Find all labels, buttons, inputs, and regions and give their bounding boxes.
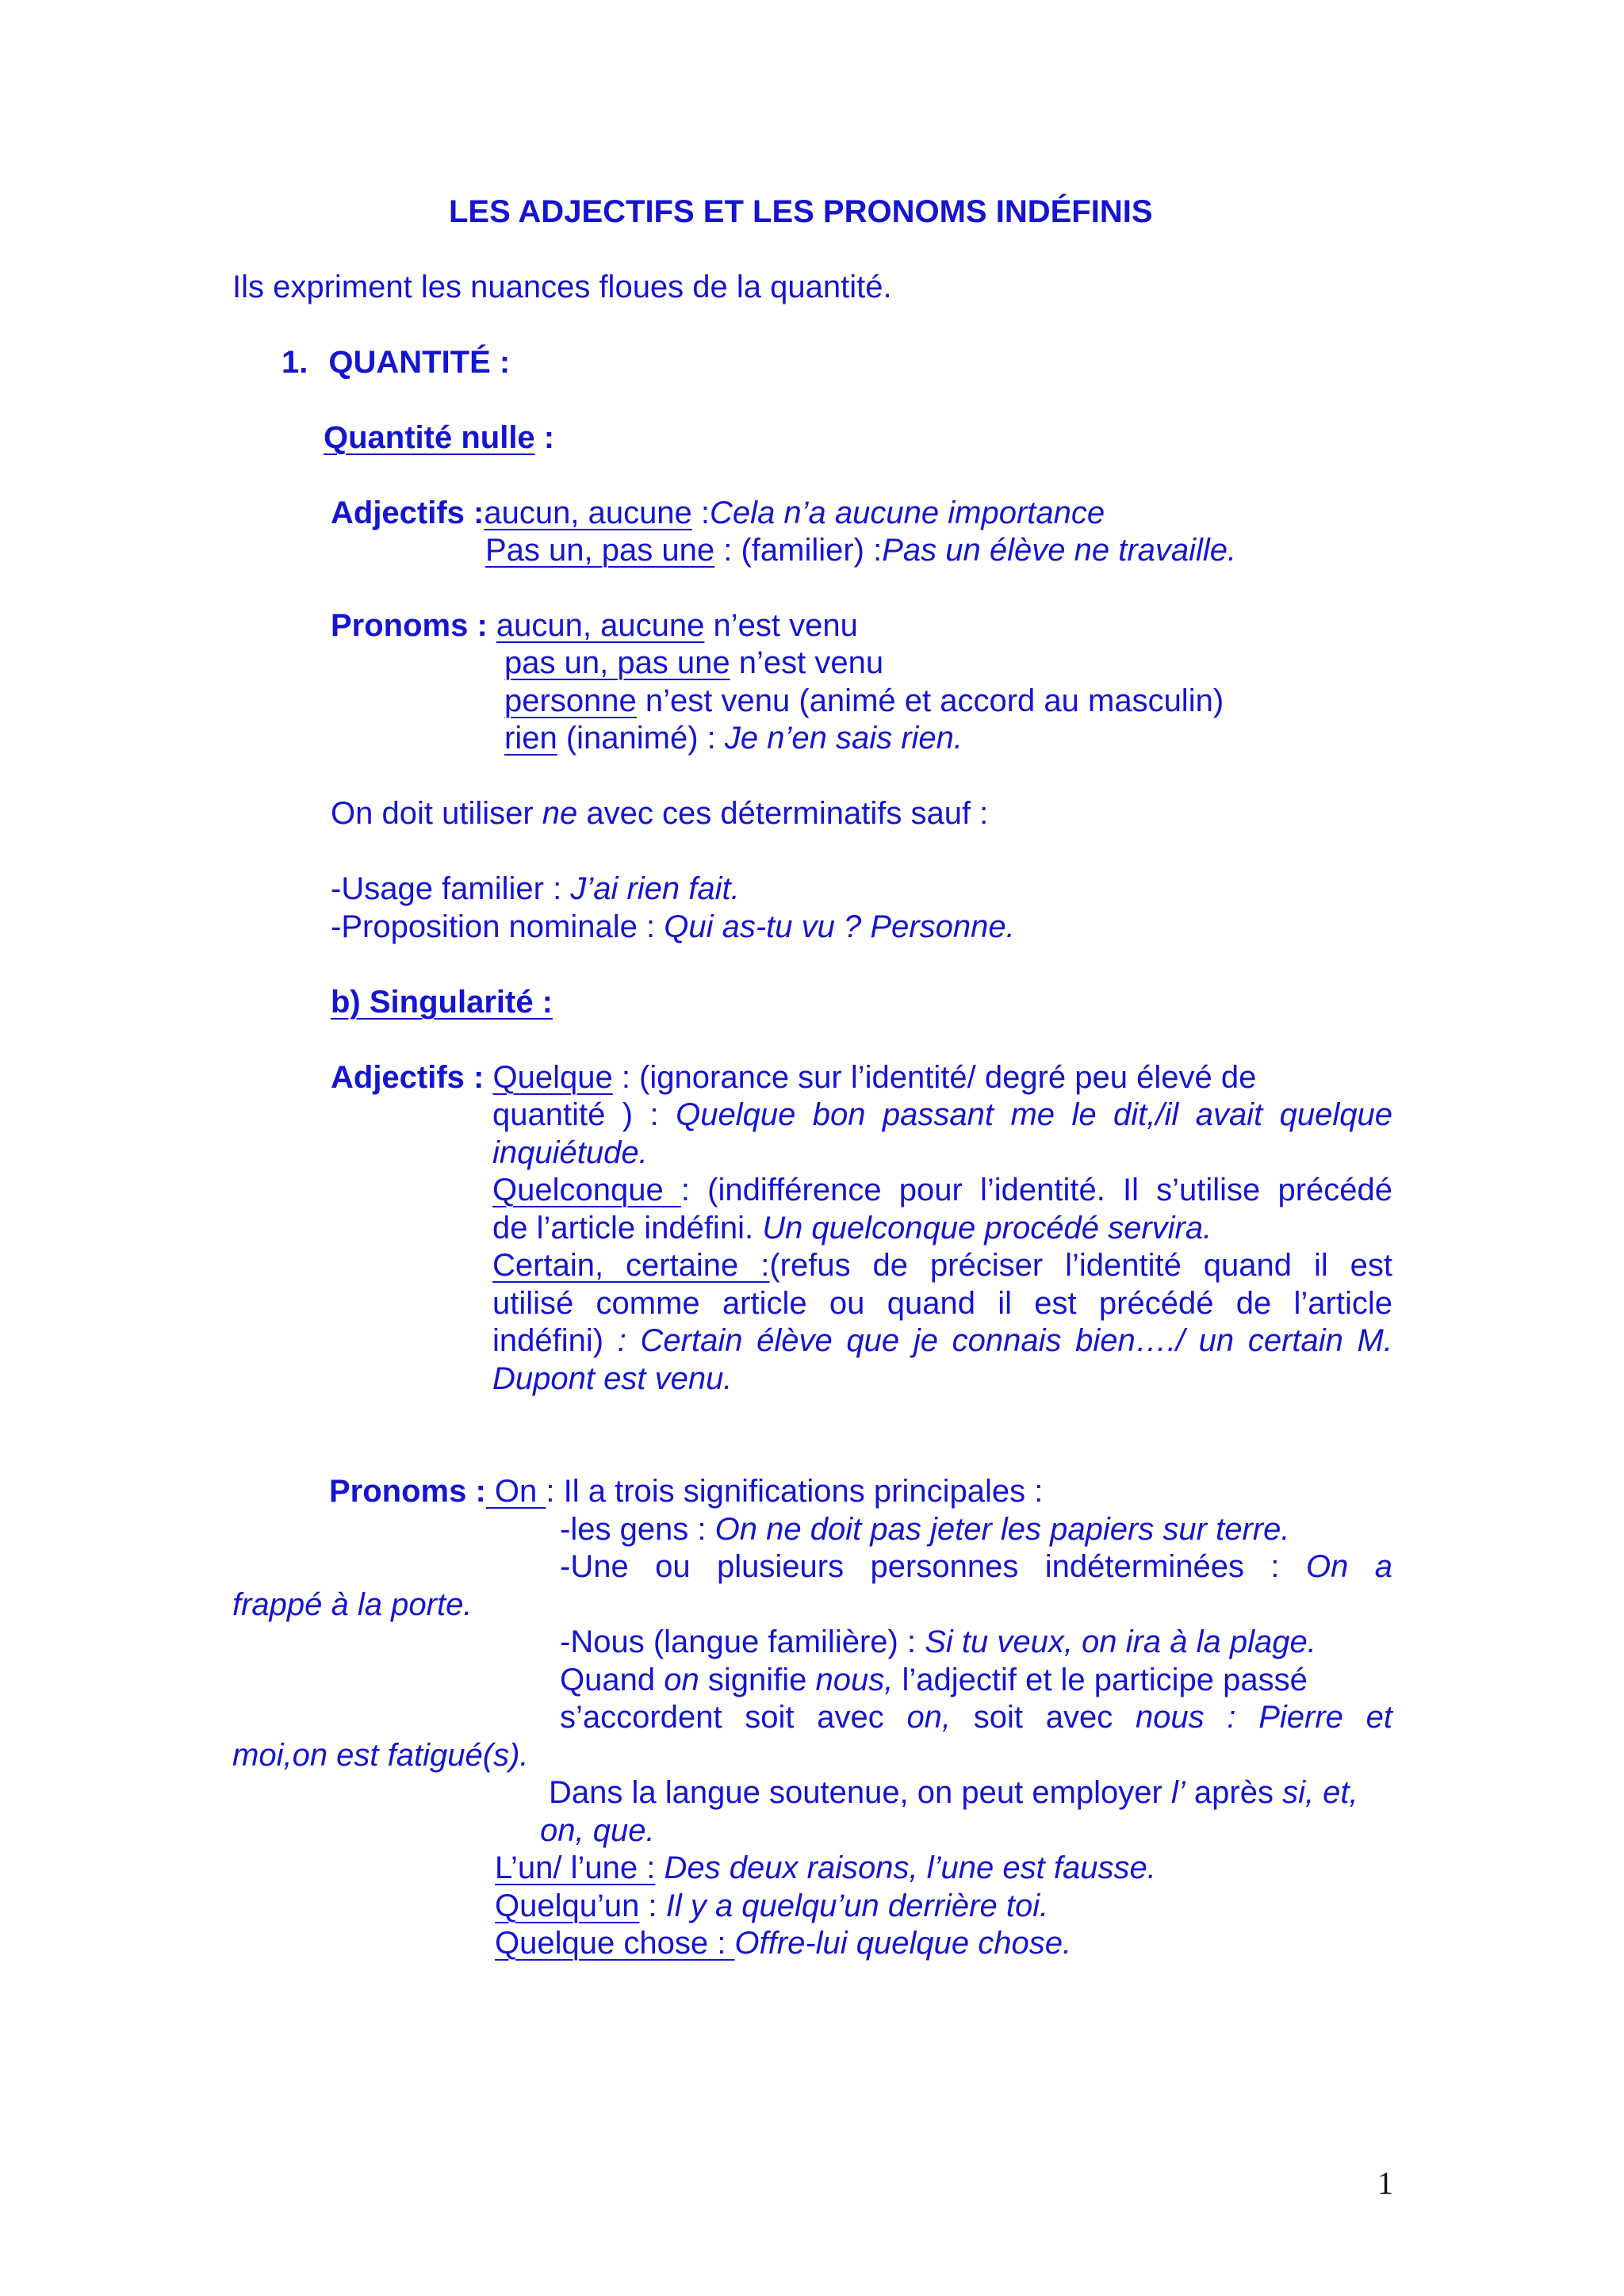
intro-paragraph: Ils expriment les nuances floues de la quantité.: [232, 270, 892, 304]
definition: de l’article indéfini.: [492, 1211, 763, 1246]
on-sense-nous: [560, 1623, 1316, 1661]
words: si, et,: [1282, 1775, 1358, 1810]
note-text: avec ces déterminatifs sauf :: [577, 796, 989, 831]
nulle-pronoms-line1: [331, 607, 858, 645]
word-nous: nous,: [815, 1663, 894, 1697]
example: : Pierre et: [1204, 1700, 1393, 1735]
pronom-lun: [495, 1849, 1156, 1887]
subheading-text: Quantité nulle: [324, 420, 535, 455]
nulle-adjectifs-line1: [331, 494, 1105, 532]
section-number: 1.: [282, 345, 308, 380]
example: Cela n’a aucune importance: [710, 496, 1105, 530]
separator: :: [691, 496, 710, 530]
nulle-adjectifs-line2: [485, 531, 1236, 569]
example: Un quelconque procédé servira.: [762, 1211, 1212, 1246]
singularite-quelconque-line1: [492, 1171, 1392, 1209]
subheading-quantite-nulle: [324, 419, 554, 457]
sense-text: -les gens :: [560, 1512, 715, 1547]
term-on: On: [485, 1474, 546, 1509]
singularite-certain-line1: [492, 1246, 1392, 1284]
note-text: On doit utiliser: [331, 796, 542, 831]
text: l’adjectif et le participe passé: [893, 1663, 1308, 1697]
separator: : (familier) :: [714, 533, 883, 568]
text: soit avec: [951, 1700, 1136, 1735]
exception-text: -Usage familier :: [331, 871, 571, 906]
term-quelque-chose: Quelque chose :: [495, 1926, 735, 1961]
rest: n’est venu: [704, 608, 858, 643]
sense-text: -Une ou plusieurs personnes indéterminées :: [560, 1549, 1306, 1584]
definition: : (ignorance sur l’identité/ degré peu élevé de: [612, 1060, 1257, 1095]
singularite-certain-line2: utilisé comme article ou quand il est précédé de l’article: [492, 1286, 1392, 1321]
nulle-pronoms-line4: [504, 719, 963, 757]
word-on: on: [664, 1663, 699, 1697]
text: Dans la langue soutenue, on peut employer: [549, 1775, 1171, 1810]
term-aucun: aucun, aucune: [496, 608, 705, 643]
text: s’accordent soit avec: [560, 1700, 907, 1735]
exception-text: -Proposition nominale :: [331, 909, 665, 944]
pronoms-on-intro: [329, 1472, 1043, 1510]
rest: (inanimé) :: [557, 721, 725, 756]
rest: n’est venu (animé et accord au masculin): [636, 683, 1224, 718]
singularite-adjectifs-line1: [331, 1058, 1256, 1096]
term-quelconque: Quelconque: [492, 1173, 681, 1207]
example: J’ai rien fait.: [570, 871, 740, 906]
term-quelque: Quelque: [492, 1060, 613, 1095]
term-personne: personne: [504, 683, 637, 718]
pronom-quelquun: [495, 1887, 1048, 1925]
exception-usage-familier: [331, 870, 740, 908]
example: Il y a quelqu’un derrière toi.: [665, 1888, 1049, 1923]
example: Qui as-tu vu ? Personne.: [664, 909, 1015, 944]
label-adjectifs: Adjectifs :: [331, 1060, 485, 1095]
pronom-quelque-chose: [495, 1924, 1071, 1962]
singularite-quelque-line2: [492, 1096, 1392, 1134]
section-title: QUANTITÉ :: [328, 345, 511, 380]
example: Des deux raisons, l’une est fausse.: [655, 1850, 1156, 1885]
intro-text: : Il a trois significations principales :: [546, 1474, 1044, 1509]
term-lun: L’un/ l’une :: [495, 1850, 656, 1885]
sense-text: -Nous (langue familière) :: [560, 1624, 925, 1659]
text: après: [1185, 1775, 1283, 1810]
example: Si tu veux, on ira à la plage.: [925, 1624, 1316, 1659]
singularite-certain-line3: [492, 1322, 1392, 1360]
on-accord-continued: moi,on est fatigué(s).: [232, 1738, 529, 1773]
singularite-quelconque-line2: [492, 1209, 1212, 1247]
on-accord-line1: [560, 1661, 1308, 1699]
definition: : (indifférence pour l’identité. Il s’utilise précédé: [680, 1173, 1392, 1207]
on-accord-line2: [560, 1698, 1392, 1736]
on-sense-personnes-continued: frappé à la porte.: [232, 1587, 473, 1622]
nulle-pronoms-line3: [504, 682, 1224, 720]
example: : Certain élève que je connais bien…./ un certain M.: [617, 1323, 1392, 1358]
text: Quand: [560, 1663, 665, 1697]
page-number: 1: [1377, 2165, 1393, 2201]
subheading-singularite: b) Singularité :: [331, 985, 553, 1020]
word-l: l’: [1170, 1775, 1185, 1810]
example: Offre-lui quelque chose.: [734, 1926, 1072, 1961]
example: On a: [1305, 1549, 1393, 1584]
word-nous: nous: [1135, 1700, 1205, 1735]
nulle-pronoms-line2: [504, 644, 883, 682]
separator: :: [639, 1888, 666, 1923]
term-aucun: aucun, aucune: [484, 496, 692, 530]
label-adjectifs: Adjectifs :: [331, 496, 485, 530]
term-quelquun: Quelqu’un: [495, 1888, 640, 1923]
on-sense-les-gens: [560, 1510, 1289, 1548]
note-ne: ne: [542, 796, 578, 831]
subheading-colon: :: [534, 420, 555, 455]
example: Quelque bon passant me le dit,/il avait quelque: [676, 1097, 1392, 1132]
label-pronoms: Pronoms :: [331, 608, 488, 643]
definition: (refus de préciser l’identité quand il est: [769, 1248, 1392, 1283]
singularite-certain-line4: Dupont est venu.: [492, 1361, 733, 1396]
definition: quantité ) :: [492, 1097, 676, 1132]
word-on: on,: [906, 1700, 952, 1735]
label-pronoms: Pronoms :: [329, 1474, 486, 1509]
on-sense-personnes: [560, 1548, 1392, 1586]
term-certain: Certain, certaine :: [492, 1248, 770, 1283]
on-langue-soutenue-line1: [549, 1774, 1358, 1812]
singularite-quelque-line3: inquiétude.: [492, 1135, 648, 1170]
term-rien: rien: [504, 721, 557, 756]
term-pas-un: pas un, pas une: [504, 645, 730, 680]
text: signifie: [699, 1663, 816, 1697]
section-heading-quantite: [282, 343, 510, 381]
on-langue-soutenue-line2: on, que.: [540, 1813, 655, 1848]
exception-proposition-nominale: [331, 908, 1015, 946]
example: On ne doit pas jeter les papiers sur terre.: [714, 1512, 1290, 1547]
definition: indéfini): [492, 1323, 618, 1358]
rest: n’est venu: [730, 645, 884, 680]
document-title: LES ADJECTIFS ET LES PRONOMS INDÉFINIS: [449, 194, 1153, 229]
term-pas-un: Pas un, pas une: [485, 533, 715, 568]
ne-usage-note: [331, 794, 988, 832]
example: Je n’en sais rien.: [724, 721, 963, 756]
example: Pas un élève ne travaille.: [882, 533, 1237, 568]
